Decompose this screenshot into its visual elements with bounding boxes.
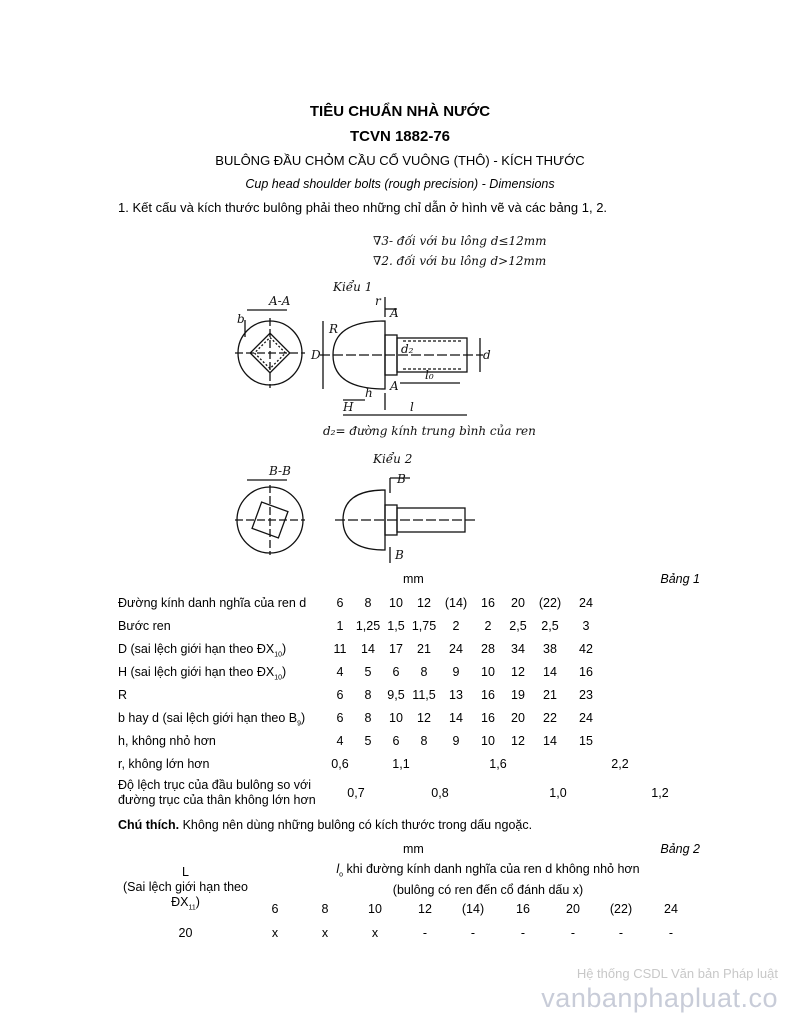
- table-1-row: [118, 592, 708, 615]
- cell: 1,2: [651, 786, 669, 800]
- row-label: [118, 757, 209, 771]
- cell: -: [668, 926, 674, 940]
- cell: 9,5: [387, 688, 405, 702]
- cell: 1,25: [355, 619, 381, 633]
- cell: 3: [582, 619, 590, 633]
- document-subtitle: BULÔNG ĐẦU CHỎM CẦU CỔ VUÔNG (THÔ) - KÍCH THƯỚC: [215, 153, 585, 168]
- row-label: [118, 665, 286, 682]
- cell: -: [422, 926, 428, 940]
- table-1-row: [118, 638, 708, 661]
- row-label-text: H (sai lệch giới hạn theo ĐX: [118, 665, 275, 679]
- cell: 8: [364, 711, 372, 725]
- cell: 24: [579, 711, 593, 725]
- row-label: [118, 619, 171, 633]
- chead-text-2: (bulông có ren đến cổ đánh dấu x): [392, 882, 584, 897]
- chead-symbol-sub: o: [339, 871, 344, 879]
- cell: 2: [484, 619, 492, 633]
- cell: (22): [538, 596, 562, 610]
- cell: 4: [336, 734, 344, 748]
- dim-h: h: [365, 386, 373, 400]
- table-1-row: [118, 776, 708, 814]
- cell: 16: [579, 665, 593, 679]
- cell: 1: [336, 619, 344, 633]
- table-2-length-header: [118, 865, 253, 916]
- table-1-row: [118, 684, 708, 707]
- cell: 24: [449, 642, 463, 656]
- row-label-sub: 9: [297, 720, 302, 728]
- cell: 12: [417, 596, 431, 610]
- cell: 42: [579, 642, 593, 656]
- row-label-text: Đường kính danh nghĩa của ren d: [118, 596, 307, 610]
- row-label-tail: ): [282, 665, 287, 679]
- row-label-tail: ): [301, 711, 306, 725]
- row-label: [118, 688, 127, 702]
- row-label-text: Độ lệch trục của đầu bulông so với: [118, 778, 312, 792]
- cell: x: [271, 926, 279, 940]
- table-2-name: Bảng 2: [660, 842, 700, 856]
- cell: 14: [543, 734, 557, 748]
- diameter-header: (22): [609, 902, 633, 916]
- cell: 5: [364, 734, 372, 748]
- note-text: Không nên dùng những bulông có kích thước trong dấu ngoặc.: [179, 818, 533, 832]
- cell: 17: [389, 642, 403, 656]
- section-mark-a-bottom: A: [390, 379, 399, 393]
- note: [118, 818, 532, 832]
- section-mark-b-top: B: [397, 472, 406, 486]
- cell: 24: [579, 596, 593, 610]
- cell: 1,1: [392, 757, 410, 771]
- row-label: [118, 596, 306, 610]
- cell: 4: [336, 665, 344, 679]
- cell: 8: [420, 665, 428, 679]
- table-1-row: [118, 661, 708, 684]
- cell: (14): [444, 596, 468, 610]
- clause-1: 1. Kết cấu và kích thước bulông phải theo những chỉ dẫn ở hình vẽ và các bảng 1, 2.: [118, 200, 608, 215]
- cell: 6: [392, 665, 400, 679]
- lhead-l: L: [182, 865, 189, 879]
- row-label: [118, 711, 305, 728]
- diameter-header: 12: [418, 902, 432, 916]
- cell: 2,5: [509, 619, 527, 633]
- cell: -: [520, 926, 526, 940]
- cell: -: [470, 926, 476, 940]
- row-label-text: r, không lớn hơn: [118, 757, 210, 771]
- cell: -: [618, 926, 624, 940]
- surface-note-1: ∇3- đối với bu lông d≤12mm: [373, 234, 547, 248]
- english-subtitle: Cup head shoulder bolts (rough precision) - Dimensions: [245, 177, 555, 191]
- surface-note-2: ∇2. đối với bu lông d>12mm: [373, 254, 547, 268]
- note-label: Chú thích.: [118, 818, 180, 832]
- cell: 14: [449, 711, 463, 725]
- cell: 23: [579, 688, 593, 702]
- cell: 16: [481, 596, 495, 610]
- cell: 5: [364, 665, 372, 679]
- cell: 28: [481, 642, 495, 656]
- cell: 6: [392, 734, 400, 748]
- table-2-unit: mm: [403, 842, 424, 856]
- cell: 10: [389, 596, 403, 610]
- diameter-header: 10: [368, 902, 382, 916]
- dim-R: R: [329, 322, 339, 336]
- cell: -: [570, 926, 576, 940]
- diameter-header: 24: [664, 902, 678, 916]
- cell: 16: [481, 711, 495, 725]
- cell: 11,5: [412, 688, 436, 702]
- d2-note: d₂= đường kính trung bình của ren: [323, 424, 536, 438]
- type-2-label: Kiểu 2: [373, 452, 413, 466]
- cell: 8: [364, 688, 372, 702]
- cell: 12: [511, 734, 525, 748]
- row-label-text: D (sai lệch giới hạn theo ĐX: [118, 642, 275, 656]
- cell: 21: [417, 642, 431, 656]
- cell: 15: [579, 734, 593, 748]
- dim-l0: l₀: [425, 368, 434, 382]
- lhead-class-tail: ): [195, 895, 200, 909]
- standard-code: TCVN 1882-76: [349, 128, 451, 145]
- cell: x: [371, 926, 379, 940]
- section-mark-b-bottom: B: [395, 548, 404, 562]
- chead-text-1: khi đường kính danh nghĩa của ren d không nhỏ hơn: [343, 862, 640, 876]
- diameter-header: 6: [271, 902, 279, 916]
- cell: 2,2: [611, 757, 629, 771]
- cell: 11: [333, 642, 347, 656]
- cell: 8: [364, 596, 372, 610]
- cell: 14: [543, 665, 557, 679]
- row-label: [118, 734, 216, 748]
- cell: 2: [452, 619, 460, 633]
- diameter-header: 16: [516, 902, 530, 916]
- cell: 1,75: [411, 619, 437, 633]
- cell: 6: [336, 596, 344, 610]
- cell: 10: [481, 734, 495, 748]
- dim-l: l: [410, 400, 414, 414]
- cell: 0,7: [347, 786, 365, 800]
- table-1-row: [118, 730, 708, 753]
- cell: 9: [452, 665, 460, 679]
- table-2-column-header: [278, 862, 698, 898]
- table-1-name: Bảng 1: [660, 572, 700, 586]
- row-label-line-2: đường trục của thân không lớn hơn: [118, 793, 316, 807]
- cell: 10: [389, 711, 403, 725]
- cell: 12: [417, 711, 431, 725]
- bolt-technical-drawing: [225, 225, 615, 575]
- table-1-row: [118, 707, 708, 730]
- dim-d2: d₂: [401, 342, 414, 356]
- row-label-text: R: [118, 688, 128, 702]
- table-2-length-value: 20: [178, 926, 193, 940]
- cell: 1,5: [387, 619, 405, 633]
- cell: 20: [511, 596, 525, 610]
- cell: 1,6: [489, 757, 507, 771]
- lhead-class-text: ĐX: [171, 895, 189, 909]
- cell: 2,5: [541, 619, 559, 633]
- cell: 20: [511, 711, 525, 725]
- dim-r: r: [375, 294, 381, 308]
- row-label-sub: 10: [274, 674, 282, 682]
- table-1-row: [118, 615, 708, 638]
- cell: 0,6: [331, 757, 349, 771]
- dim-D: D: [311, 348, 321, 362]
- cell: 34: [511, 642, 525, 656]
- table-1: [118, 570, 708, 814]
- cell: 6: [336, 711, 344, 725]
- lhead-tolerance: (Sai lệch giới hạn theo: [123, 880, 248, 894]
- cell: 13: [449, 688, 463, 702]
- lhead-class-sub: 11: [188, 904, 196, 912]
- row-label: [118, 778, 316, 808]
- lhead-class: [118, 895, 253, 916]
- section-a-label: A-A: [269, 294, 291, 308]
- watermark-line-1: Hệ thống CSDL Văn bản Pháp luật: [576, 966, 778, 981]
- cell: 10: [481, 665, 495, 679]
- document-title: TIÊU CHUẨN NHÀ NƯỚC: [309, 103, 491, 120]
- table-1-unit: mm: [403, 572, 424, 586]
- section-b-label: B-B: [269, 464, 291, 478]
- type-1-label: Kiểu 1: [333, 280, 373, 294]
- cell: x: [321, 926, 329, 940]
- row-label-text: Bước ren: [118, 619, 171, 633]
- cell: 22: [543, 711, 557, 725]
- cell: 14: [361, 642, 375, 656]
- cell: 38: [543, 642, 557, 656]
- row-label-tail: ): [282, 642, 287, 656]
- cell: 0,8: [431, 786, 449, 800]
- cell: 8: [420, 734, 428, 748]
- cell: 21: [543, 688, 557, 702]
- cell: 19: [511, 688, 525, 702]
- dim-b: b: [237, 312, 245, 326]
- section-mark-a-top: A: [390, 306, 399, 320]
- row-label-text: b hay d (sai lệch giới hạn theo B: [118, 711, 298, 725]
- row-label-sub: 10: [274, 651, 282, 659]
- row-label-text: h, không nhỏ hơn: [118, 734, 216, 748]
- cell: 9: [452, 734, 460, 748]
- cell: 1,0: [549, 786, 567, 800]
- diameter-header: (14): [461, 902, 485, 916]
- dim-d: d: [483, 348, 491, 362]
- table-1-row: [118, 753, 708, 776]
- dim-H: H: [343, 400, 354, 414]
- diameter-header: 20: [566, 902, 580, 916]
- watermark-line-2: vanbanphapluat.co: [541, 983, 778, 1013]
- cell: 6: [336, 688, 344, 702]
- cell: 12: [511, 665, 525, 679]
- row-label: [118, 642, 286, 659]
- chead-symbol: l: [336, 862, 340, 876]
- diameter-header: 8: [321, 902, 329, 916]
- cell: 16: [481, 688, 495, 702]
